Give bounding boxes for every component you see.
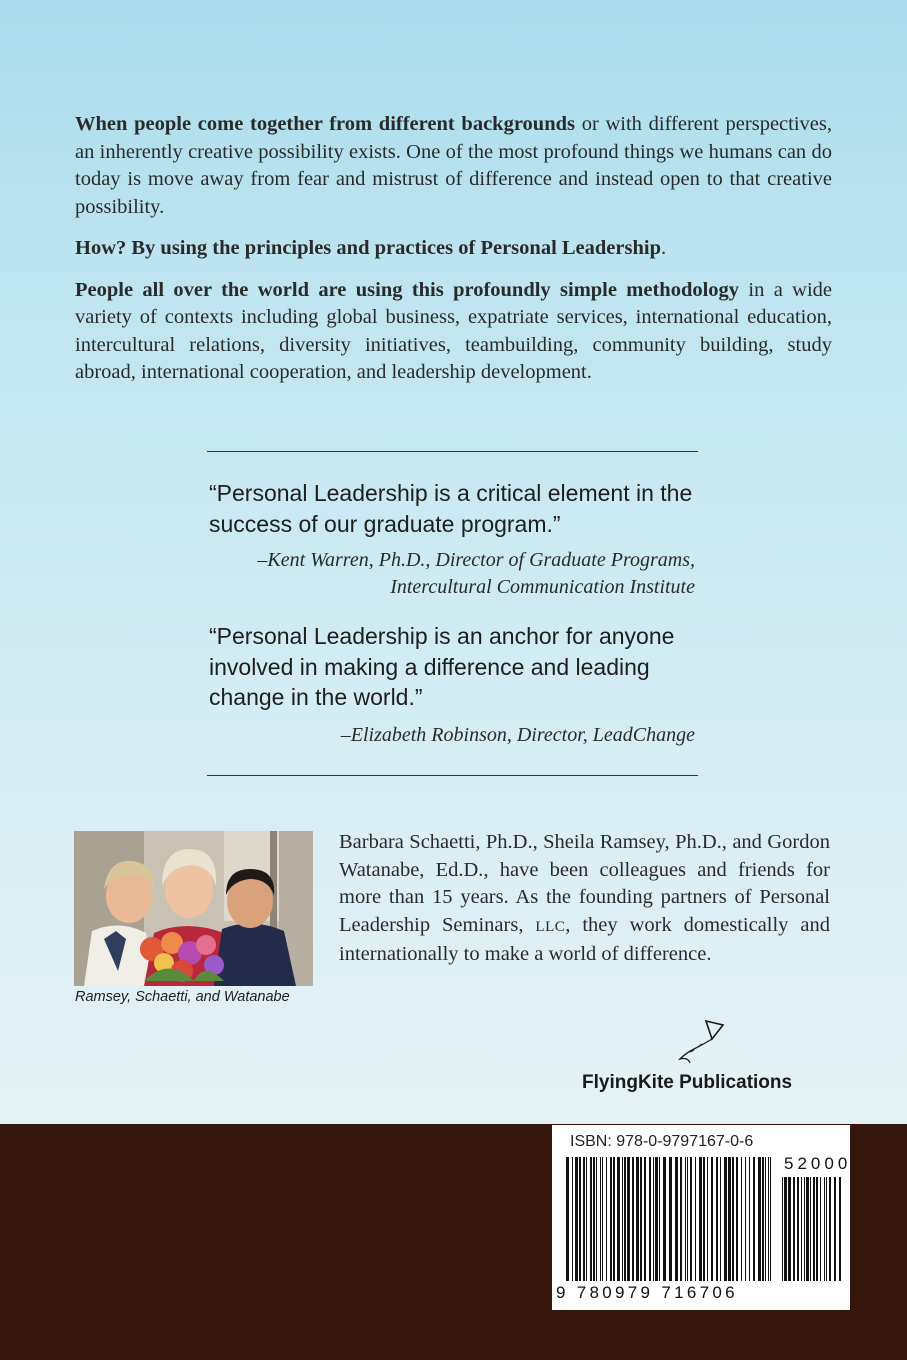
barcode-bar — [593, 1157, 595, 1281]
barcode-bar — [716, 1157, 718, 1281]
blurb-p3-lead: People all over the world are using this profoundly simple methodology — [75, 278, 740, 301]
barcode-bar — [720, 1157, 721, 1281]
barcode-bar — [653, 1157, 654, 1281]
authors-photo — [74, 831, 313, 986]
barcode-bar — [640, 1157, 642, 1281]
barcode-bar — [695, 1157, 696, 1281]
barcode-bar — [675, 1157, 678, 1281]
barcode-bar — [590, 1157, 592, 1281]
barcode-bar — [732, 1157, 734, 1281]
authors-photo-illustration — [74, 831, 313, 986]
blurb-p1-body: or with different perspectives, an inherently creative possibility exists. One of the most profound things we humans can do today is move away from fear and mistrust of difference and instead open to that creative possibility. — [75, 113, 832, 218]
barcode-bar — [624, 1157, 626, 1281]
barcode-bar — [801, 1177, 802, 1281]
barcode-bar — [575, 1157, 578, 1281]
barcode-bar — [736, 1157, 738, 1281]
barcode-bar — [797, 1177, 799, 1281]
testimonial-attribution: –Elizabeth Robinson, Director, LeadChange — [340, 723, 695, 746]
barcode-bar — [659, 1157, 660, 1281]
barcode-bar — [724, 1157, 727, 1281]
blurb-p1-lead: When people come together from different backgrounds — [75, 113, 575, 135]
barcode-bar — [636, 1157, 639, 1281]
barcode-bar — [699, 1157, 702, 1281]
blurb-paragraph-2 — [75, 235, 832, 263]
testimonial-1 — [209, 478, 695, 601]
barcode-bar — [782, 1177, 783, 1281]
barcode-bar — [586, 1157, 587, 1281]
barcode-bar — [649, 1157, 651, 1281]
barcode-bar — [610, 1157, 612, 1281]
barcode-bar — [632, 1157, 634, 1281]
author-bio — [339, 829, 830, 969]
barcode-bar — [583, 1157, 585, 1281]
barcode-bar — [617, 1157, 620, 1281]
blurb-p2-lead: How? By using the principles and practices of Personal Leadership — [75, 237, 661, 259]
barcode-bar — [820, 1177, 821, 1281]
blurb-paragraph-1 — [75, 111, 832, 221]
barcode-bar — [745, 1157, 746, 1281]
barcode-bar — [753, 1157, 755, 1281]
testimonial-quote: “Personal Leadership is an anchor for anyone involved in making a difference and leading change in the world.” — [209, 623, 675, 710]
barcode-bar — [770, 1157, 771, 1281]
testimonial-quote: “Personal Leadership is a critical element in the success of our graduate program.” — [209, 480, 693, 537]
testimonial-2 — [209, 621, 695, 749]
barcode-bar — [566, 1157, 569, 1281]
barcode-bar — [816, 1177, 818, 1281]
barcode-bar — [690, 1157, 692, 1281]
bio-text: Barbara Schaetti, Ph.D., Sheila Ramsey, Ph.D., and Gordon Watanabe, Ed.D., have been colleagues and friends for more than 15 years. As the founding partners of Personal Leadership Seminars, — [339, 831, 830, 936]
barcode-bar — [793, 1177, 795, 1281]
barcode-bar — [687, 1157, 688, 1281]
barcode-bar — [572, 1157, 573, 1281]
barcode-bar — [765, 1157, 766, 1281]
barcode-bar — [768, 1157, 769, 1281]
barcode-bar — [813, 1177, 815, 1281]
barcode-bar — [622, 1157, 623, 1281]
isbn-label: ISBN: 978-0-9797167-0-6 — [570, 1133, 754, 1150]
barcode-bar — [655, 1157, 658, 1281]
barcode-bar — [829, 1177, 831, 1281]
barcode-bar — [826, 1177, 827, 1281]
blurb-p3-body: in a wide variety of contexts including global business, expatriate services, international education, intercultural relations, diversity initiatives, teambuilding, community building, study abroad, international cooperation, and leadership development. — [75, 278, 832, 383]
barcode-bar — [600, 1157, 601, 1281]
barcode-bar — [788, 1177, 791, 1281]
barcode-bar — [810, 1177, 811, 1281]
barcode-bar — [824, 1177, 825, 1281]
barcode-bar — [669, 1157, 672, 1281]
barcode-box — [552, 1125, 850, 1310]
bio-text-end: , they work domestically and internationally to make a world of difference. — [339, 913, 830, 966]
barcode-bar — [644, 1157, 646, 1281]
barcode-bar — [596, 1157, 597, 1281]
barcode-bar — [613, 1157, 615, 1281]
barcode-bar — [806, 1177, 809, 1281]
barcode-bar — [703, 1157, 705, 1281]
barcode-bar — [804, 1177, 805, 1281]
testimonial-attribution: –Kent Warren, Ph.D., Director of Graduate Programs, — [257, 549, 695, 571]
blurb-paragraph-3 — [75, 277, 832, 387]
barcode-bar — [707, 1157, 708, 1281]
blurb-p2-body: . — [660, 237, 667, 259]
ean-digits: 9 780979 716706 — [556, 1283, 738, 1302]
barcode-bar — [728, 1157, 731, 1281]
divider-top — [207, 451, 698, 452]
back-cover-blurb — [75, 111, 832, 401]
kite-icon — [668, 1019, 728, 1067]
barcode-bar — [627, 1157, 630, 1281]
barcode-bar — [602, 1157, 603, 1281]
publisher-name: FlyingKite Publications — [582, 1072, 793, 1093]
barcode-bar — [784, 1177, 787, 1281]
barcode-bar — [680, 1157, 682, 1281]
barcode-bar — [685, 1157, 686, 1281]
testimonial-attribution-affiliation: Intercultural Communication Institute — [390, 576, 695, 598]
barcode-bar — [711, 1157, 713, 1281]
bio-llc: LLC — [535, 918, 566, 935]
barcode-bar — [663, 1157, 666, 1281]
photo-caption: Ramsey, Schaetti, and Watanabe — [75, 989, 290, 1005]
barcode-bar — [579, 1157, 581, 1281]
barcode-bar — [749, 1157, 750, 1281]
price-code: 52000 — [784, 1154, 852, 1173]
barcode-bar — [758, 1157, 761, 1281]
barcode-bar — [839, 1177, 841, 1281]
barcode-bar — [834, 1177, 836, 1281]
barcode-bar — [606, 1157, 607, 1281]
barcode-bar — [762, 1157, 764, 1281]
divider-bottom — [207, 775, 698, 776]
barcode-bar — [741, 1157, 742, 1281]
